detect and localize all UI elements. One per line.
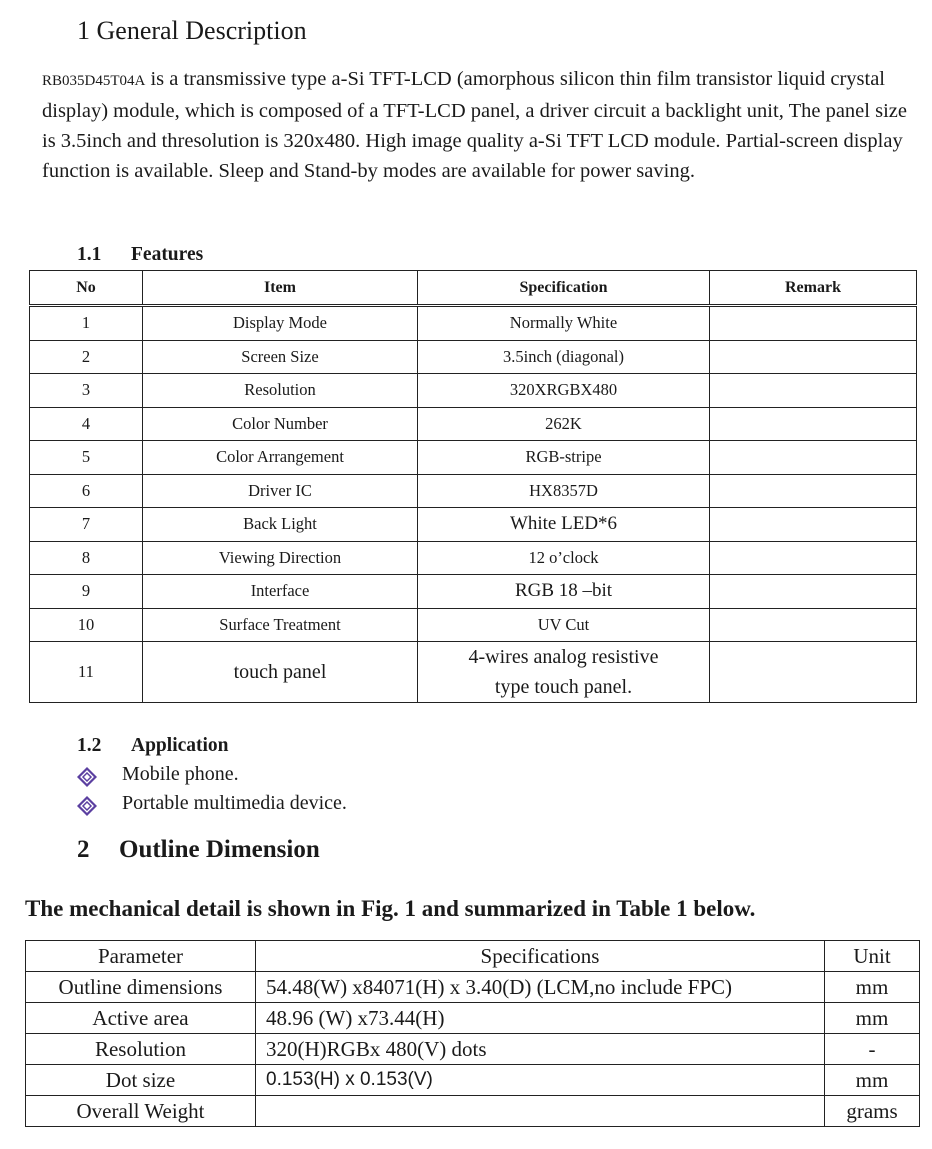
features-title: Features [131,244,204,265]
table-row [30,407,917,441]
row-remark [710,441,917,475]
section-2-title-text: Outline Dimension [119,836,320,863]
row-spec: HX8357D [418,474,710,508]
row-item: Interface [143,575,418,609]
row-parameter: Resolution [26,1034,256,1065]
row-item: Surface Treatment [143,608,418,642]
application-heading [77,735,229,757]
row-no: 7 [30,508,143,542]
features-table [29,270,917,703]
row-spec [418,642,710,703]
diamond-bullet-icon [76,766,98,788]
table-row [30,441,917,475]
row-no: 3 [30,374,143,408]
table-row [30,608,917,642]
section-2-title [77,836,320,864]
table-row [30,340,917,374]
application-title: Application [131,735,229,756]
row-no: 5 [30,441,143,475]
row-no: 2 [30,340,143,374]
row-remark [710,541,917,575]
row-spec: 12 o’clock [418,541,710,575]
diamond-bullet-icon [76,795,98,817]
row-remark [710,608,917,642]
table-row [30,474,917,508]
row-no: 11 [30,642,143,703]
row-spec: 262K [418,407,710,441]
row-no: 10 [30,608,143,642]
row-specification: 48.96 (W) x73.44(H) [256,1003,825,1034]
row-spec: 320XRGBX480 [418,374,710,408]
header-specifications: Specifications [256,941,825,972]
row-spec-line: type touch panel. [494,676,633,698]
header-specification: Specification [418,271,710,306]
row-spec: White LED*6 [418,508,710,542]
model-number: RB035D45T04A [42,73,146,89]
header-remark: Remark [710,271,917,306]
table-row [26,1003,920,1034]
header-item: Item [143,271,418,306]
row-specification: 54.48(W) x84071(H) x 3.40(D) (LCM,no include FPC) [256,972,825,1003]
header-parameter: Parameter [26,941,256,972]
table-row [30,575,917,609]
row-parameter: Outline dimensions [26,972,256,1003]
table-row [26,972,920,1003]
row-item: Display Mode [143,306,418,341]
section-1-title: 1 General Description [77,16,307,45]
row-no: 9 [30,575,143,609]
application-item: Portable multimedia device. [122,792,347,814]
table-row [30,508,917,542]
header-unit: Unit [825,941,920,972]
row-specification: 0.153(H) x 0.153(V) [256,1065,825,1096]
general-description-paragraph [42,64,912,186]
row-item: touch panel [143,642,418,703]
row-parameter: Active area [26,1003,256,1034]
dimensions-table [25,940,920,1127]
dimensions-header-row [26,941,920,972]
row-item: Color Arrangement [143,441,418,475]
row-unit: grams [825,1096,920,1127]
row-parameter: Overall Weight [26,1096,256,1127]
row-spec: RGB-stripe [418,441,710,475]
table-row [30,374,917,408]
table-row [26,1096,920,1127]
row-no: 6 [30,474,143,508]
description-text: is a transmissive type a-Si TFT-LCD (amorphous silicon thin film transistor liquid crystal display) module, which is composed of a TFT-LCD panel, a driver circuit a backlight unit, The panel size is 3.5inch and thresolution is 320x480. High image quality a-Si TFT LCD module. Partial-screen display function is available. Sleep and Stand-by modes are available for power saving. [42,68,907,182]
row-spec-line: 4-wires analog resistive [468,646,659,668]
row-no: 8 [30,541,143,575]
row-spec: UV Cut [418,608,710,642]
row-unit: mm [825,972,920,1003]
row-item: Resolution [143,374,418,408]
row-remark [710,474,917,508]
row-item: Driver IC [143,474,418,508]
features-number: 1.1 [77,244,102,265]
row-spec: 3.5inch (diagonal) [418,340,710,374]
row-item: Back Light [143,508,418,542]
features-heading [77,244,203,266]
row-remark [710,374,917,408]
table-row [30,306,917,341]
row-item: Viewing Direction [143,541,418,575]
table-row [26,1034,920,1065]
row-remark [710,642,917,703]
row-no: 1 [30,306,143,341]
table-row [30,642,917,703]
application-item: Mobile phone. [122,763,239,785]
table-row [30,541,917,575]
header-no: No [30,271,143,306]
application-number: 1.2 [77,735,102,756]
mechanical-note: The mechanical detail is shown in Fig. 1 and summarized in Table 1 below. [25,896,756,921]
row-remark [710,508,917,542]
row-unit: mm [825,1065,920,1096]
row-no: 4 [30,407,143,441]
row-remark [710,407,917,441]
row-specification [256,1096,825,1127]
row-spec: RGB 18 –bit [418,575,710,609]
row-remark [710,340,917,374]
row-parameter: Dot size [26,1065,256,1096]
section-2-number: 2 [77,836,90,863]
row-spec: Normally White [418,306,710,341]
row-unit: - [825,1034,920,1065]
table-row [26,1065,920,1096]
row-remark [710,306,917,341]
row-remark [710,575,917,609]
row-item: Screen Size [143,340,418,374]
row-item: Color Number [143,407,418,441]
row-specification: 320(H)RGBx 480(V) dots [256,1034,825,1065]
features-header-row [30,271,917,306]
row-unit: mm [825,1003,920,1034]
